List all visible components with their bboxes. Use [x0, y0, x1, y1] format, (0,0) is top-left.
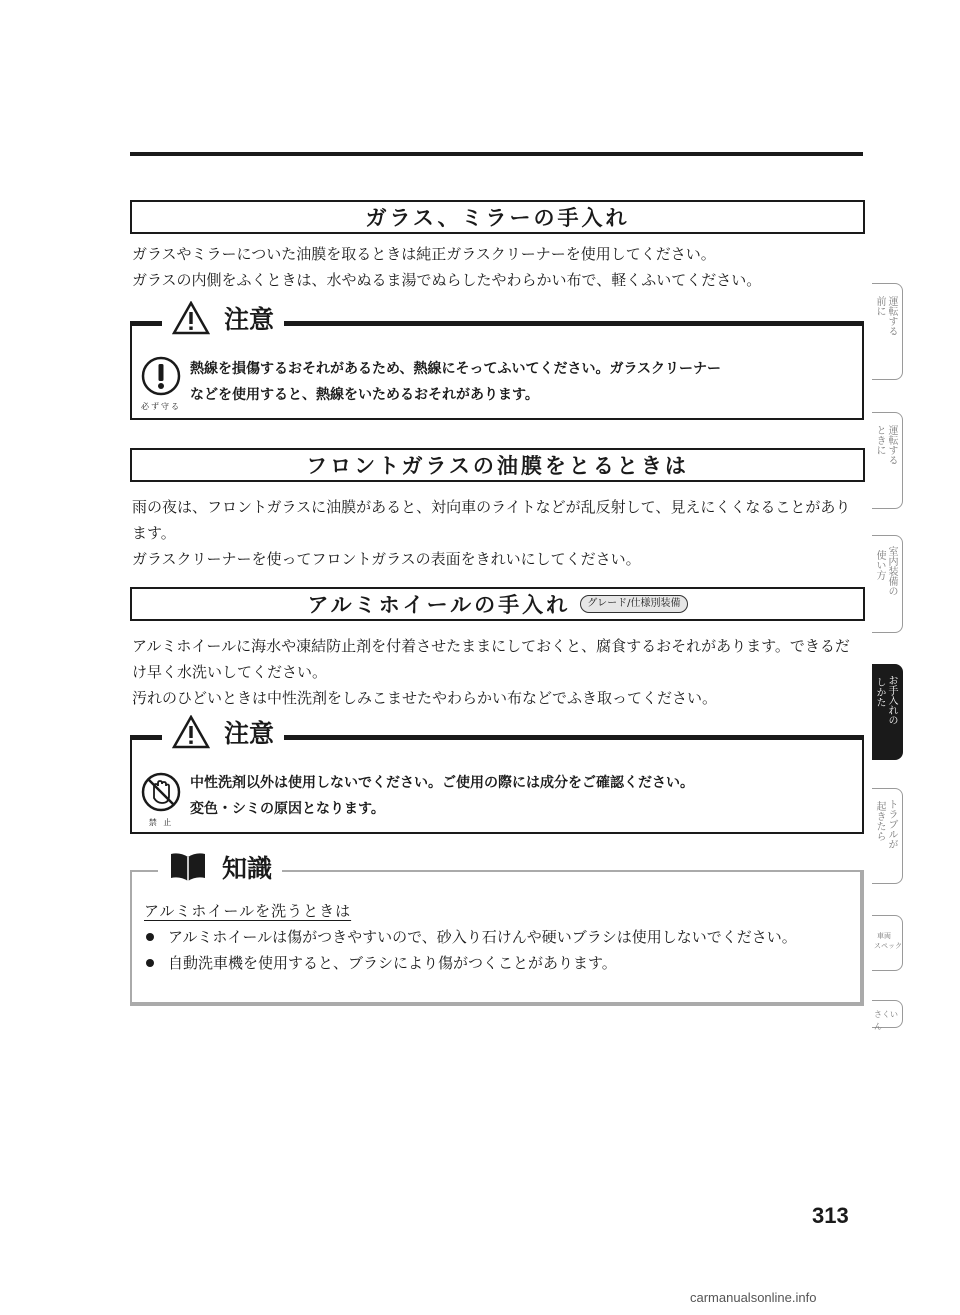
tab-label: 運転する: [886, 425, 897, 465]
tab-label: 使い方: [874, 550, 885, 580]
section-heading-aluminum-wheel: [130, 587, 865, 621]
tab-label: スペック: [874, 942, 902, 950]
section-body: [132, 494, 862, 572]
tab-label: 前に: [874, 296, 885, 316]
caution-title: 注意: [224, 305, 275, 334]
paragraph: ガラスクリーナーを使ってフロントガラスの表面をきれいにしてください。: [132, 550, 641, 568]
exclamation-icon: [141, 356, 181, 396]
knowledge-title: 知識: [222, 854, 273, 883]
paragraph: ガラスの内側をふくときは、水やぬるま湯でぬらしたやわらかい布で、軽くふいてください。: [132, 271, 762, 289]
tab-label: 運転する: [886, 296, 897, 336]
side-tab-before-driving[interactable]: [872, 283, 903, 380]
tab-label: 起きたら: [874, 801, 885, 841]
paragraph: アルミホイールに海水や凍結防止剤を付着させたままにしておくと、腐食するおそれがあります。できるだけ早く水洗いしてください。: [132, 637, 850, 681]
knowledge-subtitle: アルミホイールを洗うときは: [144, 902, 352, 920]
section-title: アルミホイールの手入れ: [307, 593, 571, 617]
caution-line: 変色・シミの原因となります。: [190, 801, 385, 817]
tab-label: 室内装備の: [886, 546, 897, 596]
side-tab-vehicle-spec[interactable]: [872, 915, 903, 971]
grade-spec-badge: グレード/仕様別装備: [580, 595, 687, 613]
knowledge-header: [158, 849, 282, 885]
side-tab-index[interactable]: [872, 1000, 903, 1031]
warning-triangle-icon: [172, 301, 210, 335]
section-title: フロントガラスの油膜をとるときは: [306, 454, 689, 478]
section-heading-windshield-film: [130, 448, 865, 482]
list-item: アルミホイールは傷がつきやすいので、砂入り石けんや硬いブラシは使用しないでください。: [142, 924, 852, 950]
tab-label: 車両: [877, 932, 891, 940]
section-body: [132, 633, 862, 711]
must-follow-mark: [138, 356, 184, 412]
prohibited-hand-icon: [141, 772, 181, 812]
caution-line: 熱線を損傷するおそれがあるため、熱線にそってふいてください。ガラスクリーナー: [190, 361, 722, 377]
caution-line: などを使用すると、熱線をいためるおそれがあります。: [190, 387, 539, 403]
icon-label: 必ず守る: [141, 402, 181, 411]
section-heading-glass-mirror: [130, 200, 865, 234]
caution-text: [190, 356, 854, 408]
icon-label: 禁 止: [148, 818, 174, 827]
side-tab-troubleshooting[interactable]: [872, 788, 903, 884]
paragraph: 雨の夜は、フロントガラスに油膜があると、対向車のライトなどが乱反射して、見えにくくなることがあります。: [132, 498, 851, 542]
prohibited-mark: [138, 772, 184, 828]
caution-title: 注意: [224, 719, 275, 748]
side-tab-while-driving[interactable]: [872, 412, 903, 509]
caution-line: 中性洗剤以外は使用しないでください。ご使用の際には成分をご確認ください。: [190, 775, 694, 791]
side-tab-interior-equipment[interactable]: [872, 535, 903, 633]
tab-label: ときに: [874, 425, 885, 455]
warning-triangle-icon: [172, 715, 210, 749]
tab-label: お手入れの: [886, 675, 897, 725]
caution-box-heat-wire: [130, 305, 864, 420]
caution-header: [162, 714, 284, 750]
top-rule: [130, 152, 863, 156]
side-tab-maintenance[interactable]: [872, 664, 903, 760]
knowledge-box: [130, 854, 864, 1006]
caution-text: [190, 770, 854, 822]
section-title: ガラス、ミラーの手入れ: [365, 206, 630, 230]
paragraph: 汚れのひどいときは中性洗剤をしみこませたやわらかい布などでふき取ってください。: [132, 689, 718, 707]
list-item: 自動洗車機を使用すると、ブラシにより傷がつくことがあります。: [142, 950, 852, 976]
caution-header: [162, 300, 284, 336]
tab-label: しかた: [874, 677, 885, 707]
caution-box-neutral-detergent: [130, 719, 864, 834]
tab-label: さくいん: [874, 1010, 898, 1031]
open-book-icon: [168, 851, 208, 883]
page-number: 313: [812, 1203, 849, 1228]
knowledge-list: [142, 924, 852, 976]
tab-label: トラブルが: [886, 799, 897, 849]
section-body: [132, 241, 862, 293]
paragraph: ガラスやミラーについた油膜を取るときは純正ガラスクリーナーを使用してください。: [132, 245, 716, 263]
watermark: carmanualsonline.info: [690, 1290, 817, 1305]
